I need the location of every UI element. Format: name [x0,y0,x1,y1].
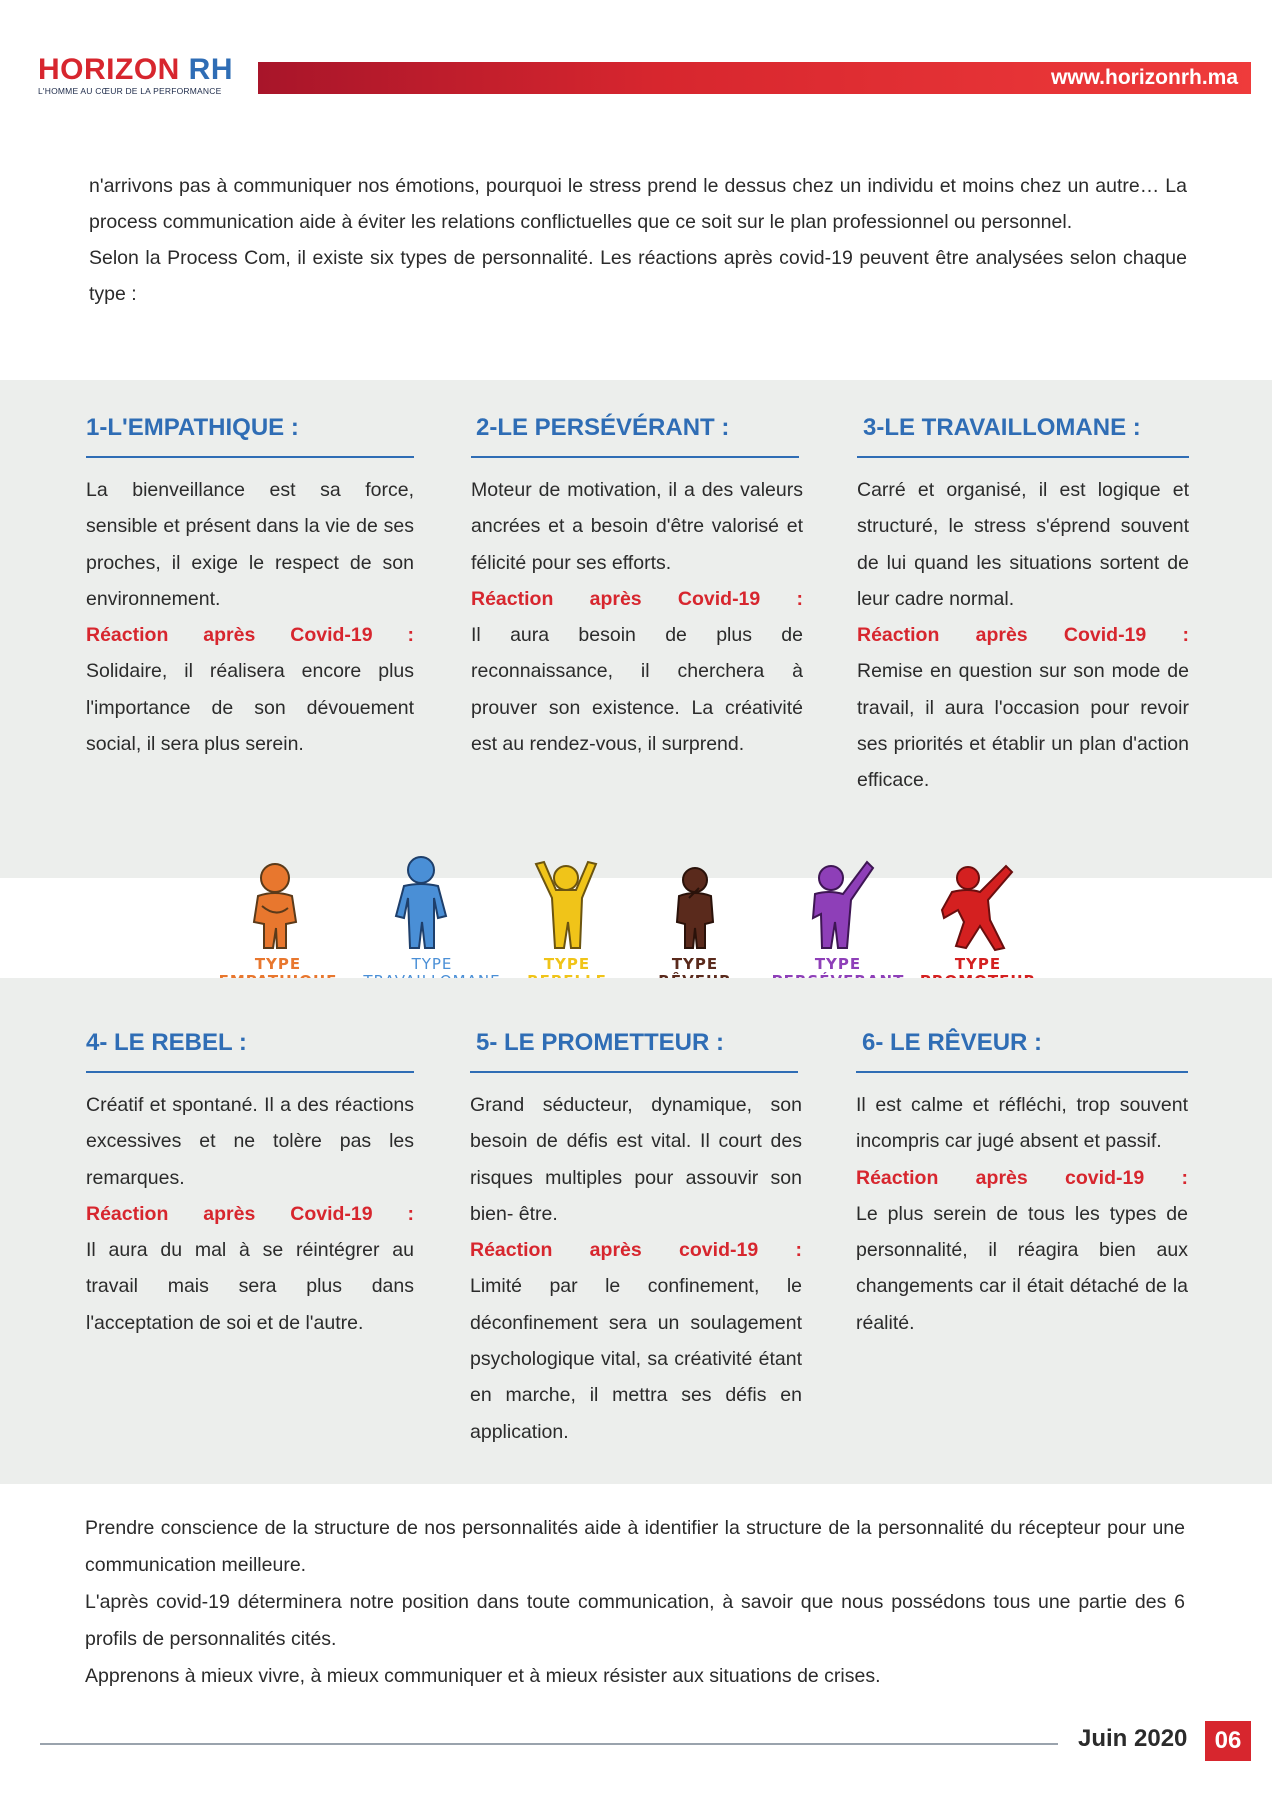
type-card-5 [470,1029,802,1450]
type-description: Il est calme et réfléchi, trop souvent incompris car jugé absent et passif. [856,1094,1188,1153]
reaction-label: Réaction après covid-19 : [470,1239,802,1262]
type-title: 5- LE PROMETTEUR : [476,1029,725,1056]
figure-label-travaillomane: TYPE [411,955,453,973]
figure-label-reveur: TYPE [671,955,719,973]
issue-date: Juin 2020 [1078,1725,1188,1752]
figure-label-rebelle: TYPE [543,955,591,973]
title-underline [470,1071,798,1073]
title-underline [857,456,1189,458]
type-description: Grand séducteur, dynamique, son besoin de défis est vital. Il court des risques multiples pour assouvir son bien- être. [470,1094,802,1225]
title-underline [856,1071,1188,1073]
figure-perseverant-icon [805,858,875,952]
type-card-3 [857,414,1189,799]
reaction-label: Réaction après Covid-19 : [857,624,1189,647]
figure-promoteur-icon [940,862,1014,952]
logo-text-horizon: HORIZON [38,53,180,86]
website-link[interactable]: www.horizonrh.ma [1050,66,1238,89]
reaction-text: Remise en question sur son mode de travail, il aura l'occasion pour revoir ses priorités et établir un plan d'action efficace. [857,660,1189,792]
figure-travaillomane-icon [388,854,454,952]
reaction-text: Il aura besoin de plus de reconnaissance, il cherchera à prouver son existence. La créativité est au rendez-vous, il surprend. [471,624,803,756]
logo-text-rh: RH [188,53,234,86]
type-description: Créatif et spontané. Il a des réactions excessives et ne tolère pas les remarques. [86,1094,414,1189]
type-title: 6- LE RÊVEUR : [862,1029,1043,1056]
conclusion-text [85,1510,1185,1695]
conclusion-paragraph-1: Prendre conscience de la structure de nos personnalités aide à identifier la structure de la personnalité du récepteur pour une communication meilleure. [85,1517,1185,1576]
type-text [471,472,803,762]
type-text [856,1087,1188,1341]
type-title: 1-L'EMPATHIQUE : [86,414,299,441]
reaction-label: Réaction après covid-19 : [856,1166,1188,1189]
type-card-4 [86,1029,414,1341]
figure-reveur-icon [665,864,725,950]
reaction-text: Le plus serein de tous les types de personnalité, il réagira bien aux changements car il était détaché de la réalité. [856,1202,1188,1334]
type-description: La bienveillance est sa force, sensible et présent dans la vie de ses proches, il exige le respect de son environnement. [86,479,414,610]
type-card-6 [856,1029,1188,1341]
type-title: 2-LE PERSÉVÉRANT : [476,414,730,441]
figure-label-perseverant: TYPE [814,955,862,973]
figure-label-promoteur: TYPE [954,955,1002,973]
reaction-label: Réaction après Covid-19 : [86,624,414,647]
type-text [470,1087,802,1450]
intro-paragraph-1: n'arrivons pas à communiquer nos émotions, pourquoi le stress prend le dessus chez un individu et moins chez un autre… La process communication aide à éviter les relations conflictuelles que ce soit sur le plan professionnel ou personnel. [89,175,1187,233]
conclusion-paragraph-2: L'après covid-19 déterminera notre position dans toute communication, à savoir que nous possédons tous une partie des 6 profils de personnalités cités. [85,1591,1185,1650]
title-underline [471,456,799,458]
type-title: 3-LE TRAVAILLOMANE : [863,414,1141,441]
footer-divider [40,1743,1058,1745]
logo [38,54,233,86]
figure-empathique-icon [240,860,310,952]
reaction-text: Solidaire, il réalisera encore plus l'importance de son dévouement social, il sera plus serein. [86,660,414,756]
figure-label-empathique: TYPE [254,955,302,973]
intro-text [89,168,1187,312]
reaction-text: Il aura du mal à se réintégrer au travail mais sera plus dans l'acceptation de soi et de l'autre. [86,1239,414,1334]
type-text [86,1087,414,1341]
type-text [86,472,414,762]
intro-paragraph-2: Selon la Process Com, il existe six types de personnalité. Les réactions après covid-19 peuvent être analysées selon chaque type : [89,247,1187,305]
type-description: Moteur de motivation, il a des valeurs ancrées et a besoin d'être valorisé et félicité pour ses efforts. [471,479,803,574]
type-title: 4- LE REBEL : [86,1029,247,1056]
type-card-1 [86,414,414,762]
title-underline [86,456,414,458]
logo-tagline: L'HOMME AU CŒUR DE LA PERFORMANCE [38,86,222,96]
type-text [857,472,1189,799]
type-card-2 [471,414,803,762]
reaction-label: Réaction après Covid-19 : [86,1202,414,1225]
title-underline [86,1071,414,1073]
page-number: 06 [1205,1721,1251,1761]
reaction-text: Limité par le confinement, le déconfinement sera un soulagement psychologique vital, sa créativité étant en marche, il mettra ses défis en application. [470,1275,802,1443]
reaction-label: Réaction après Covid-19 : [471,587,803,610]
conclusion-paragraph-3: Apprenons à mieux vivre, à mieux communiquer et à mieux résister aux situations de crises. [85,1665,881,1687]
figure-rebelle-icon [530,860,602,952]
type-description: Carré et organisé, il est logique et structuré, le stress s'éprend souvent de lui quand les situations sortent de leur cadre normal. [857,479,1189,610]
